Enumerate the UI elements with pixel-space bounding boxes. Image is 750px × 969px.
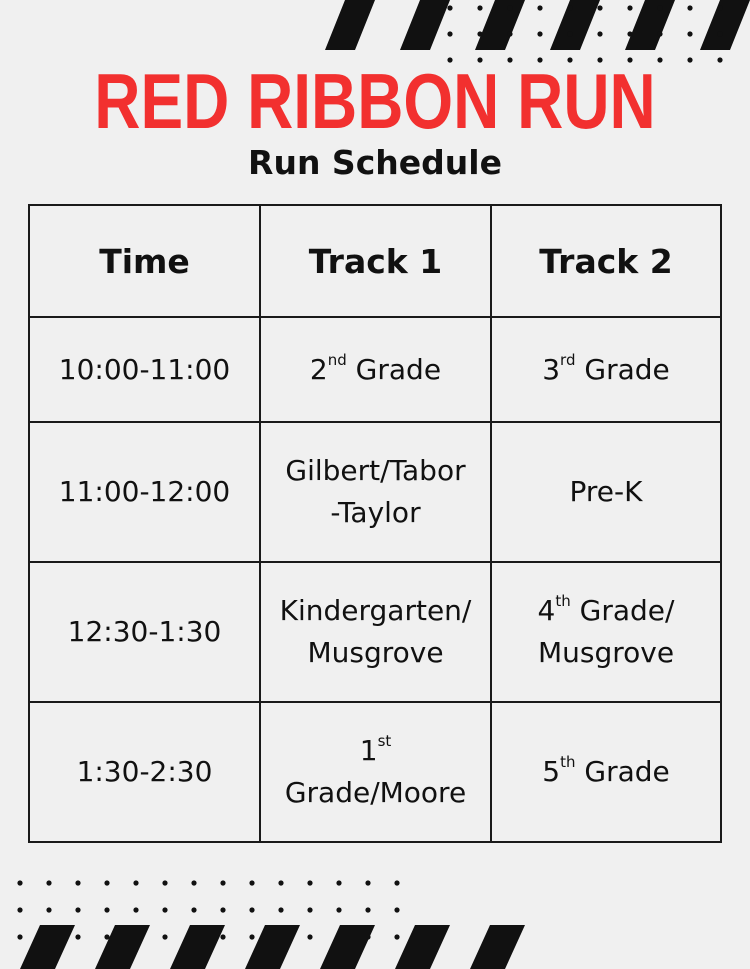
- decor-dot: [394, 934, 399, 939]
- decor-dot: [162, 880, 167, 885]
- decor-dot: [597, 31, 602, 36]
- decor-dot: [687, 57, 692, 62]
- time-cell: 12:30-1:30: [29, 562, 260, 702]
- decor-dot: [477, 31, 482, 36]
- decor-dot: [307, 880, 312, 885]
- decor-dot: [249, 934, 254, 939]
- decor-dot: [687, 31, 692, 36]
- decor-dot: [104, 907, 109, 912]
- decor-dot: [717, 31, 722, 36]
- track-1-cell: 1st Grade/Moore: [260, 702, 491, 842]
- track-1-cell: Kindergarten/ Musgrove: [260, 562, 491, 702]
- decor-dot: [657, 5, 662, 10]
- decor-dot: [220, 934, 225, 939]
- decor-dot: [537, 5, 542, 10]
- time-cell: 1:30-2:30: [29, 702, 260, 842]
- decor-dot: [627, 5, 632, 10]
- decor-dot: [537, 31, 542, 36]
- decor-dot: [507, 31, 512, 36]
- decor-dot: [133, 907, 138, 912]
- decor-dot: [278, 907, 283, 912]
- decor-dot: [447, 31, 452, 36]
- decor-dot: [717, 57, 722, 62]
- decor-dot: [447, 5, 452, 10]
- decor-dot: [249, 907, 254, 912]
- decor-dot: [104, 880, 109, 885]
- column-header-time: Time: [29, 205, 260, 317]
- decor-dot: [717, 5, 722, 10]
- table-row: [29, 422, 721, 562]
- track-1-cell: 2nd Grade: [260, 317, 491, 422]
- decor-dot: [278, 880, 283, 885]
- time-cell: 10:00-11:00: [29, 317, 260, 422]
- table-row: [29, 562, 721, 702]
- decor-dot: [657, 31, 662, 36]
- decor-dot: [162, 934, 167, 939]
- decor-dot: [477, 5, 482, 10]
- table-row: [29, 317, 721, 422]
- decor-dot: [17, 880, 22, 885]
- table-header-row: [29, 205, 721, 317]
- decor-dot: [597, 5, 602, 10]
- decor-dot: [191, 880, 196, 885]
- page-subtitle: Run Schedule: [248, 143, 502, 182]
- decor-dot: [75, 907, 80, 912]
- decor-dot: [75, 880, 80, 885]
- time-cell: 11:00-12:00: [29, 422, 260, 562]
- decor-dot: [627, 31, 632, 36]
- decor-dot: [133, 880, 138, 885]
- decor-dot: [365, 880, 370, 885]
- table-row: [29, 702, 721, 842]
- decor-dot: [507, 5, 512, 10]
- decor-dot: [394, 880, 399, 885]
- column-header-track-1: Track 1: [260, 205, 491, 317]
- decor-dot: [162, 907, 167, 912]
- decor-dot: [17, 907, 22, 912]
- track-2-cell: 4th Grade/ Musgrove: [491, 562, 721, 702]
- decor-dot: [567, 31, 572, 36]
- decor-dot: [307, 934, 312, 939]
- track-2-cell: Pre-K: [491, 422, 721, 562]
- decor-dot: [220, 880, 225, 885]
- decor-dot: [46, 907, 51, 912]
- decor-dot: [249, 880, 254, 885]
- track-2-cell: 3rd Grade: [491, 317, 721, 422]
- decor-dot: [365, 907, 370, 912]
- decor-dot: [336, 880, 341, 885]
- decor-dot: [220, 907, 225, 912]
- column-header-track-2: Track 2: [491, 205, 721, 317]
- track-2-cell: 5th Grade: [491, 702, 721, 842]
- decor-dot: [46, 880, 51, 885]
- decor-dot: [75, 934, 80, 939]
- bottom-stripes: [20, 925, 525, 969]
- decor-dot: [17, 934, 22, 939]
- decor-dot: [307, 907, 312, 912]
- decor-dot: [687, 5, 692, 10]
- decor-dot: [567, 5, 572, 10]
- decor-dot: [394, 907, 399, 912]
- decor-dot: [191, 907, 196, 912]
- track-1-cell: Gilbert/Tabor -Taylor: [260, 422, 491, 562]
- run-schedule-table: [28, 204, 722, 843]
- page-title: RED RIBBON RUN: [94, 57, 656, 145]
- decor-dot: [336, 907, 341, 912]
